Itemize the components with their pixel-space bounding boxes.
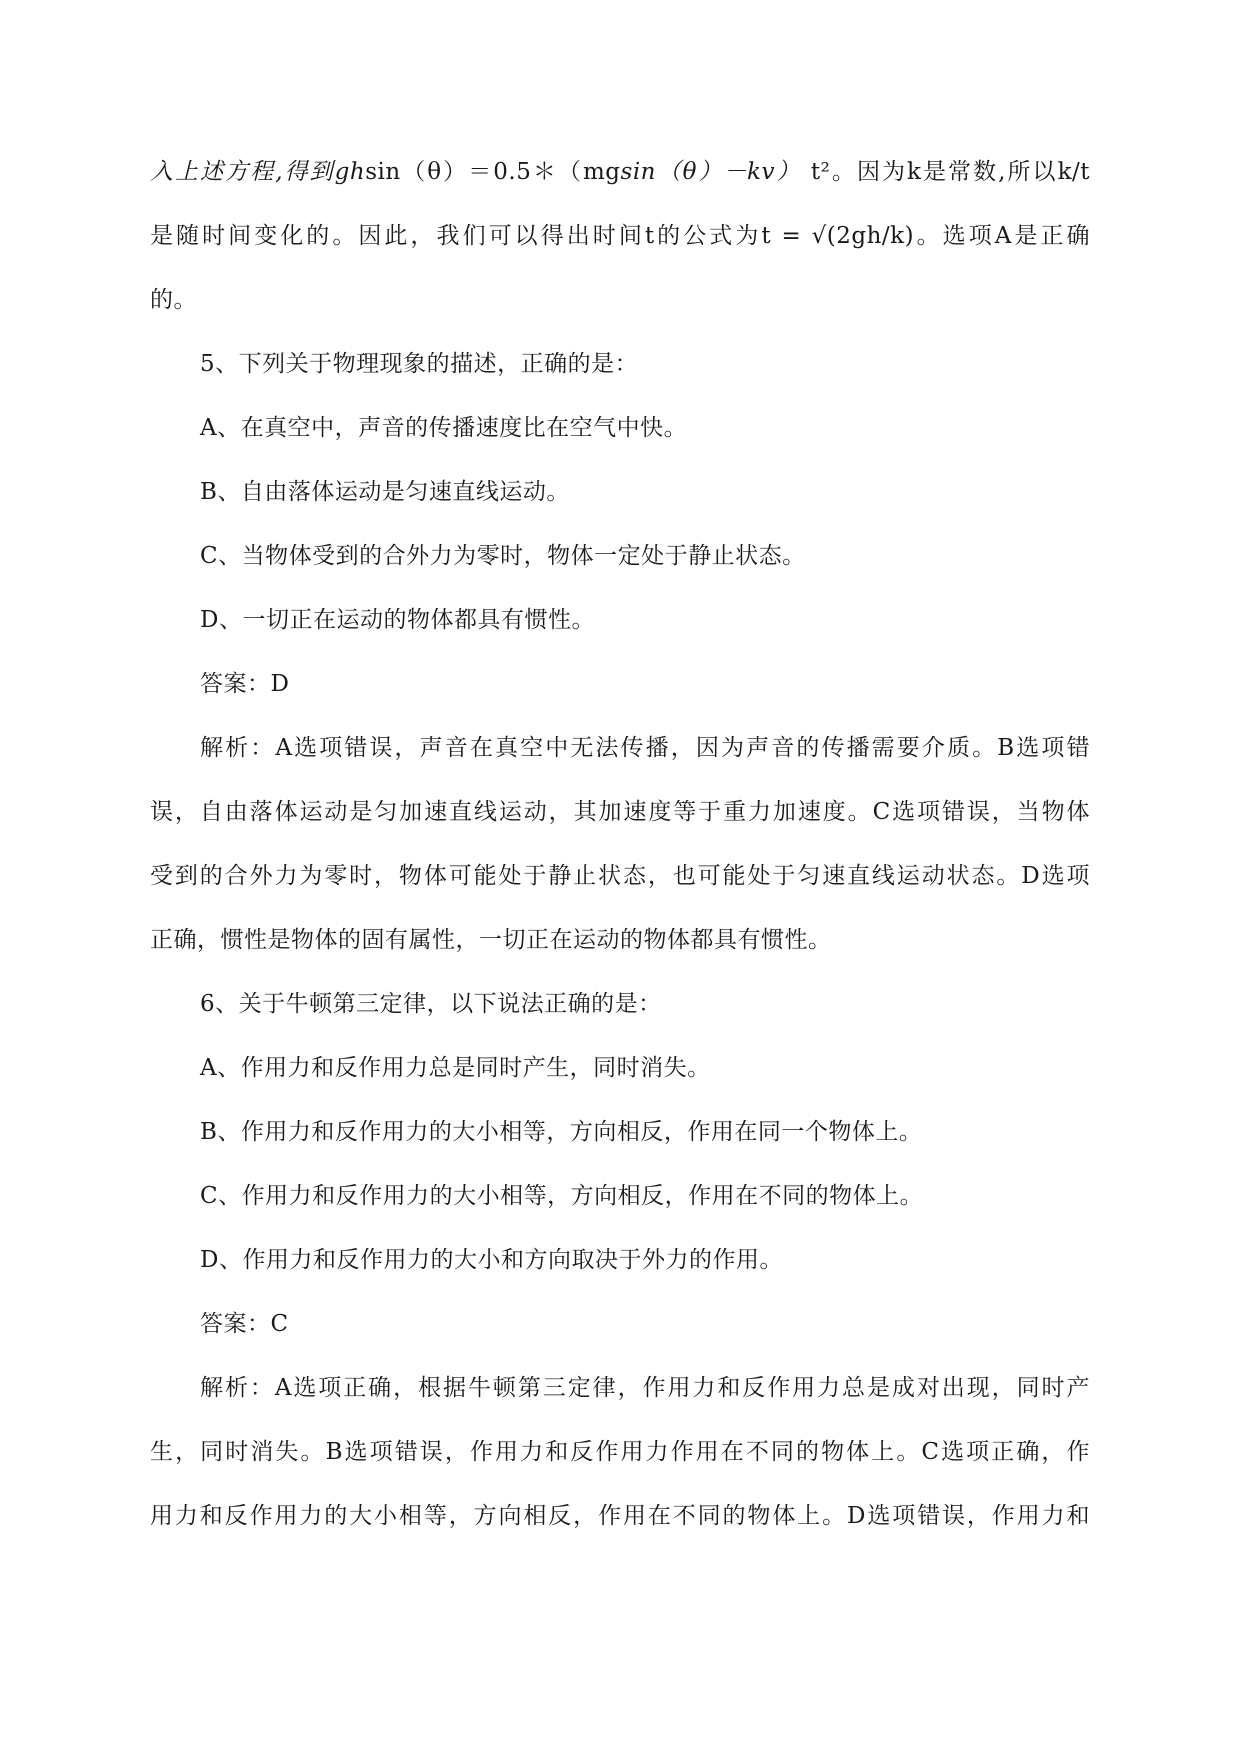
question-6-explanation-line-2: 生，同时消失。B选项错误，作用力和反作用力作用在不同的物体上。C选项正确，作: [150, 1439, 1090, 1465]
question-6-answer: 答案：C: [200, 1311, 289, 1337]
prev-explanation-line-1: [150, 140, 1090, 204]
question-6-stem: 6、关于牛顿第三定律，以下说法正确的是：: [200, 991, 662, 1017]
question-5-explanation-line-3: 受到的合外力为零时，物体可能处于静止状态，也可能处于匀速直线运动状态。D选项: [150, 863, 1090, 889]
question-5-option-b: B、自由落体运动是匀速直线运动。: [200, 479, 570, 505]
question-6-option-b: B、作用力和反作用力的大小相等，方向相反，作用在同一个物体上。: [200, 1119, 923, 1145]
formula-text: sin（θ）＝0.5＊（mg: [365, 159, 621, 185]
prev-explanation-line-3: 的。: [150, 287, 197, 313]
question-5-option-a: A、在真空中，声音的传播速度比在空气中快。: [200, 415, 688, 441]
formula-italic-gh: gh: [334, 159, 366, 185]
formula-text-end: t²。因为k是常数,所以k/t: [801, 159, 1091, 185]
question-5-answer: 答案：D: [200, 671, 290, 697]
question-6-option-a: A、作用力和反作用力总是同时产生，同时消失。: [200, 1055, 711, 1081]
formula-italic-sin: sin（θ）－kv）: [620, 159, 802, 185]
prev-explanation-line-2: 是随时间变化的。因此，我们可以得出时间t的公式为t = √(2gh/k)。选项A是正确: [150, 223, 1090, 249]
question-5-explanation-line-2: 误，自由落体运动是匀加速直线运动，其加速度等于重力加速度。C选项错误，当物体: [150, 799, 1090, 825]
question-5-explanation-line-4: 正确，惯性是物体的固有属性，一切正在运动的物体都具有惯性。: [150, 927, 832, 953]
question-6-explanation-line-1: 解析：A选项正确，根据牛顿第三定律，作用力和反作用力总是成对出现，同时产: [200, 1375, 1090, 1401]
question-6-explanation-line-3: 用力和反作用力的大小相等，方向相反，作用在不同的物体上。D选项错误，作用力和: [150, 1503, 1090, 1529]
question-6-option-d: D、作用力和反作用力的大小和方向取决于外力的作用。: [200, 1247, 783, 1273]
formula-italic-text: 入上述方程,得到: [150, 159, 335, 185]
document-page: [150, 140, 1090, 1548]
question-5-option-c: C、当物体受到的合外力为零时，物体一定处于静止状态。: [200, 543, 806, 569]
question-5-option-d: D、一切正在运动的物体都具有惯性。: [200, 607, 595, 633]
question-5-stem: 5、下列关于物理现象的描述，正确的是：: [200, 351, 639, 377]
question-5-explanation-line-1: 解析：A选项错误，声音在真空中无法传播，因为声音的传播需要介质。B选项错: [200, 735, 1090, 761]
question-6-option-c: C、作用力和反作用力的大小相等，方向相反，作用在不同的物体上。: [200, 1183, 924, 1209]
